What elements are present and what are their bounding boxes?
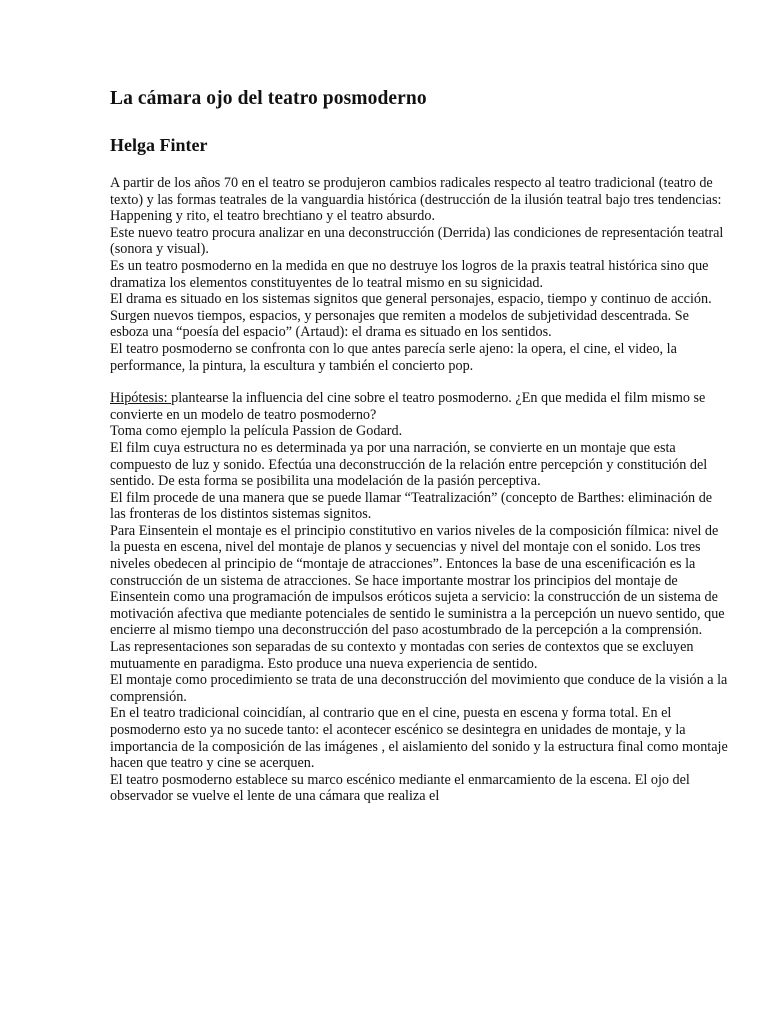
hypothesis-paragraph <box>110 390 728 423</box>
paragraph: Toma como ejemplo la película Passion de Godard. <box>110 423 403 440</box>
paragraph: Es un teatro posmoderno en la medida en que no destruye los logros de la praxis teatral histórica sino que dramatiza los elementos constituyentes de lo teatral mismo en su signicidad. <box>110 257 709 291</box>
hypothesis-label: Hipótesis: <box>110 390 172 407</box>
paragraph: A partir de los años 70 en el teatro se produjeron cambios radicales respecto al teatro tradicional (teatro de texto) y las formas teatrales de la vanguardia histórica (destrucción de la ilusión teatral bajo tres tendencias: Happening y rito, el teatro brechtiano y el teatro absurdo. <box>110 175 722 225</box>
paragraph: Las representaciones son separadas de su contexto y montadas con series de contextos que se excluyen mutuamente en paradigma. Esto produce una nueva experiencia de sentido. <box>110 639 694 672</box>
paragraph: Este nuevo teatro procura analizar en una deconstrucción (Derrida) las condiciones de representación teatral (sonora y visual). <box>110 224 724 258</box>
paragraph: El drama es situado en los sistemas signitos que general personajes, espacio, tiempo y continuo de acción. Surgen nuevos tiempos, espacios, y personajes que remiten a modelos de subjetividad descentrada. Se esboza una “poesía del espacio” (Artaud): el drama es situado en los sentidos. <box>110 291 712 341</box>
paragraph: El film procede de una manera que se puede llamar “Teatralización” (concepto de Barthes: eliminación de las fronteras de los distintos sistemas signitos. <box>110 489 713 523</box>
paragraph: El montaje como procedimiento se trata de una deconstrucción del movimiento que conduce de la visión a la comprensión. <box>110 672 728 705</box>
document-title: La cámara ojo del teatro posmoderno <box>110 88 427 109</box>
paragraph: Para Einsentein el montaje es el principio constitutivo en varios niveles de la composición fílmica: nivel de la puesta en escena, nivel del montaje de planos y secuencias y nivel del montaje con el sonido. Los tres niveles obedecen al principio de “montaje de atracciones”. Entonces la base de una escenificación es la construcción de un sistema de atracciones. Se hace importante mostrar los principios del montaje de Einsentein como una programación de impulsos eróticos sujeta a servicio: la construcción de un sistema de motivación afectiva que mediante potenciales de sentido le suministra a la percepción un nuevo sentido, que encierre al mismo tiempo una deconstrucción del paso acostumbrado de la percepción a la comprensión. <box>110 522 725 639</box>
paragraph: En el teatro tradicional coincidían, al contrario que en el cine, puesta en escena y forma total. En el posmoderno esto ya no sucede tanto: el acontecer escénico se desintegra en unidades de montaje, y la importancia de la composición de las imágenes , el aislamiento del sonido y la estructura final como montaje hacen que teatro y cine se acerquen. <box>110 705 728 772</box>
document-body <box>110 175 728 805</box>
hypothesis-text: plantearse la influencia del cine sobre el teatro posmoderno. ¿En que medida el film mismo se convierte en un modelo de teatro posmoderno? <box>110 390 706 423</box>
paragraph: El teatro posmoderno se confronta con lo que antes parecía serle ajeno: la opera, el cine, el video, la performance, la pintura, la escultura y también el concierto pop. <box>110 340 677 374</box>
paragraph: El film cuya estructura no es determinada ya por una narración, se convierte en un montaje que esta compuesto de luz y sonido. Efectúa una deconstrucción de la relación entre percepción y constitución del sentido. De esta forma se posibilita una modelación de la pasión perceptiva. <box>110 439 708 490</box>
paragraph: El teatro posmoderno establece su marco escénico mediante el enmarcamiento de la escena. El ojo del observador se vuelve el lente de una cámara que realiza el <box>110 771 690 805</box>
document-author: Helga Finter <box>110 135 208 155</box>
